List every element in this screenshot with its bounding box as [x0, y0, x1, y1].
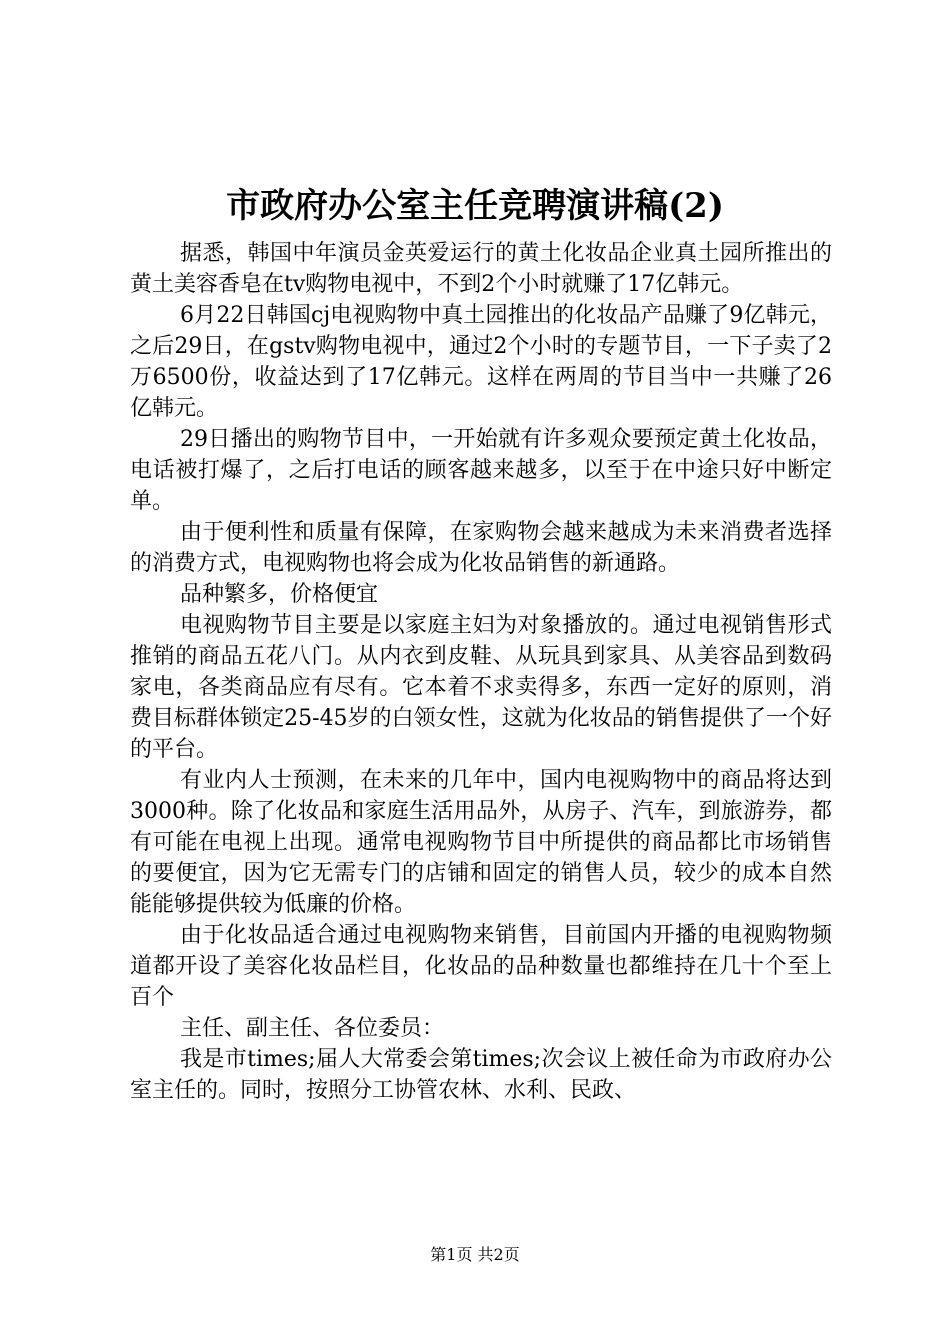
paragraph: 电视购物节目主要是以家庭主妇为对象播放的。通过电视销售形式推销的商品五花八门。从内衣到皮鞋、从玩具到家具、从美容品到数码家电，各类商品应有尽有。它本着不求卖得多，东西一定好的原则，消费目标群体锁定25-45岁的白领女性，这就为化妆品的销售提供了一个好的平台。 — [130, 613, 832, 762]
document-body — [130, 238, 832, 1106]
page-number-footer: 第1页 共2页 — [430, 1245, 520, 1264]
salutation: 主任、副主任、各位委员： — [180, 1016, 445, 1041]
paragraph: 据悉，韩国中年演员金英爱运行的黄土化妆品企业真土园所推出的黄土美容香皂在tv购物电视中，不到2个小时就赚了17亿韩元。 — [130, 241, 832, 297]
paragraph: 6月22日韩国cj电视购物中真土园推出的化妆品产品赚了9亿韩元，之后29日，在gstv购物电视中，通过2个小时的专题节目，一下子卖了2万6500份，收益达到了17亿韩元。这样在两周的节目当中一共赚了26亿韩元。 — [130, 303, 832, 421]
section-heading: 品种繁多，价格便宜 — [180, 582, 379, 607]
paragraph: 我是市times;届人大常委会第times;次会议上被任命为市政府办公室主任的。同时，按照分工协管农林、水利、民政、 — [130, 1047, 832, 1103]
paragraph: 有业内人士预测，在未来的几年中，国内电视购物中的商品将达到3000种。除了化妆品和家庭生活用品外，从房子、汽车，到旅游券，都有可能在电视上出现。通常电视购物节目中所提供的商品都比市场销售的要便宜，因为它无需专门的店铺和固定的销售人员，较少的成本自然能能够提供较为低廉的价格。 — [130, 768, 832, 917]
paragraph: 由于化妆品适合通过电视购物来销售，目前国内开播的电视购物频道都开设了美容化妆品栏目，化妆品的品种数量也都维持在几十个至上百个 — [130, 923, 832, 1010]
paragraph: 29日播出的购物节目中，一开始就有许多观众要预定黄土化妆品，电话被打爆了，之后打电话的顾客越来越多，以至于在中途只好中断定单。 — [130, 427, 832, 514]
paragraph: 由于便利性和质量有保障，在家购物会越来越成为未来消费者选择的消费方式，电视购物也将会成为化妆品销售的新通路。 — [130, 520, 832, 576]
document-title: 市政府办公室主任竞聘演讲稿(2) — [226, 186, 724, 226]
